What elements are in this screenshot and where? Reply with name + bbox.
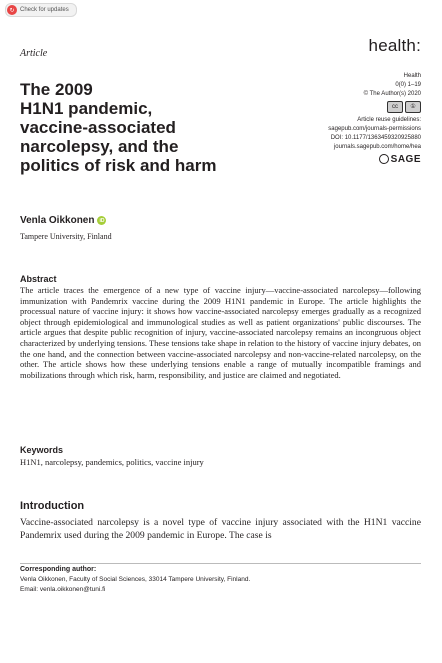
- article-type: Article: [20, 48, 48, 59]
- sage-logo-icon: [379, 154, 389, 164]
- cc-icon[interactable]: cc: [387, 101, 403, 113]
- article-metadata: [328, 72, 421, 164]
- corresponding-author-address: Venla Oikkonen, Faculty of Social Sciences, 33014 Tampere University, Finland.: [20, 576, 251, 583]
- author-affiliation: Tampere University, Finland: [20, 232, 112, 241]
- refresh-icon: ↻: [7, 5, 17, 15]
- publisher-name: SAGE: [390, 153, 421, 165]
- license-icons[interactable]: [328, 101, 421, 113]
- author: [20, 215, 106, 226]
- author-name: Venla Oikkonen: [20, 215, 95, 226]
- copyright: © The Author(s) 2020: [363, 91, 421, 97]
- introduction-text: Vaccine-associated narcolepsy is a novel type of vaccine injury associated with the H1N1 vaccine Pandemrix used during the 2009 pandemic in Europe. The case is: [20, 517, 421, 541]
- title-line: The 2009: [20, 80, 93, 99]
- title-line: politics of risk and harm: [20, 156, 217, 175]
- keywords-heading: Keywords: [20, 445, 64, 455]
- check-for-updates-label: Check for updates: [20, 7, 69, 13]
- journal-homepage-link[interactable]: journals.sagepub.com/home/hea: [333, 144, 421, 150]
- reuse-guidelines-link[interactable]: sagepub.com/journals-permissions: [328, 126, 421, 132]
- article-title: [20, 80, 270, 175]
- title-line: narcolepsy, and the: [20, 137, 179, 156]
- corresponding-author-heading: Corresponding author:: [20, 566, 97, 573]
- abstract-heading: Abstract: [20, 274, 57, 284]
- journal-name: Health: [403, 73, 421, 79]
- abstract-text: The article traces the emergence of a new type of vaccine injury—vaccine-associated narcolepsy—following immunization with Pandemrix vaccine during the 2009 H1N1 pandemic in Europe. The article highlights the processual nature of vaccine injury: it shows how vaccine-associated narcolepsy emerges gradually as a recognized object through epidemiological and immunological studies as well as patient organizations' public discourses. The article argues that despite public recognition of injury, vaccine-associated narcolepsy remains an incongruous object characterized by underlying tensions. These tensions take shape in relation to the history of vaccine injury debates, on the one hand, and the connection between vaccine-associated narcolepsy and non-vaccine-related narcolepsy, on the other. The article shows how these underlying tensions enable a range of mutually incompatible framings and mobilizations through which risk, harm, responsibility, and justice are claimed and negotiated.: [20, 285, 421, 380]
- doi-link[interactable]: DOI: 10.1177/1363459320925880: [330, 135, 421, 141]
- introduction-heading: Introduction: [20, 500, 85, 512]
- reuse-guidelines-label: Article reuse guidelines:: [357, 117, 421, 123]
- title-line: H1N1 pandemic,: [20, 99, 153, 118]
- title-line: vaccine-associated: [20, 118, 176, 137]
- journal-logo: health:: [368, 36, 421, 55]
- footnote-divider: [20, 563, 421, 564]
- sage-logo: [328, 154, 421, 164]
- check-for-updates-button[interactable]: [5, 3, 77, 17]
- page-range: 0(0) 1–19: [395, 82, 421, 88]
- orcid-icon[interactable]: iD: [99, 217, 105, 224]
- attribution-icon[interactable]: ①: [405, 101, 421, 113]
- corresponding-author-email[interactable]: Email: venla.oikkonen@tuni.fi: [20, 586, 106, 593]
- keywords-text: H1N1, narcolepsy, pandemics, politics, vaccine injury: [20, 457, 204, 467]
